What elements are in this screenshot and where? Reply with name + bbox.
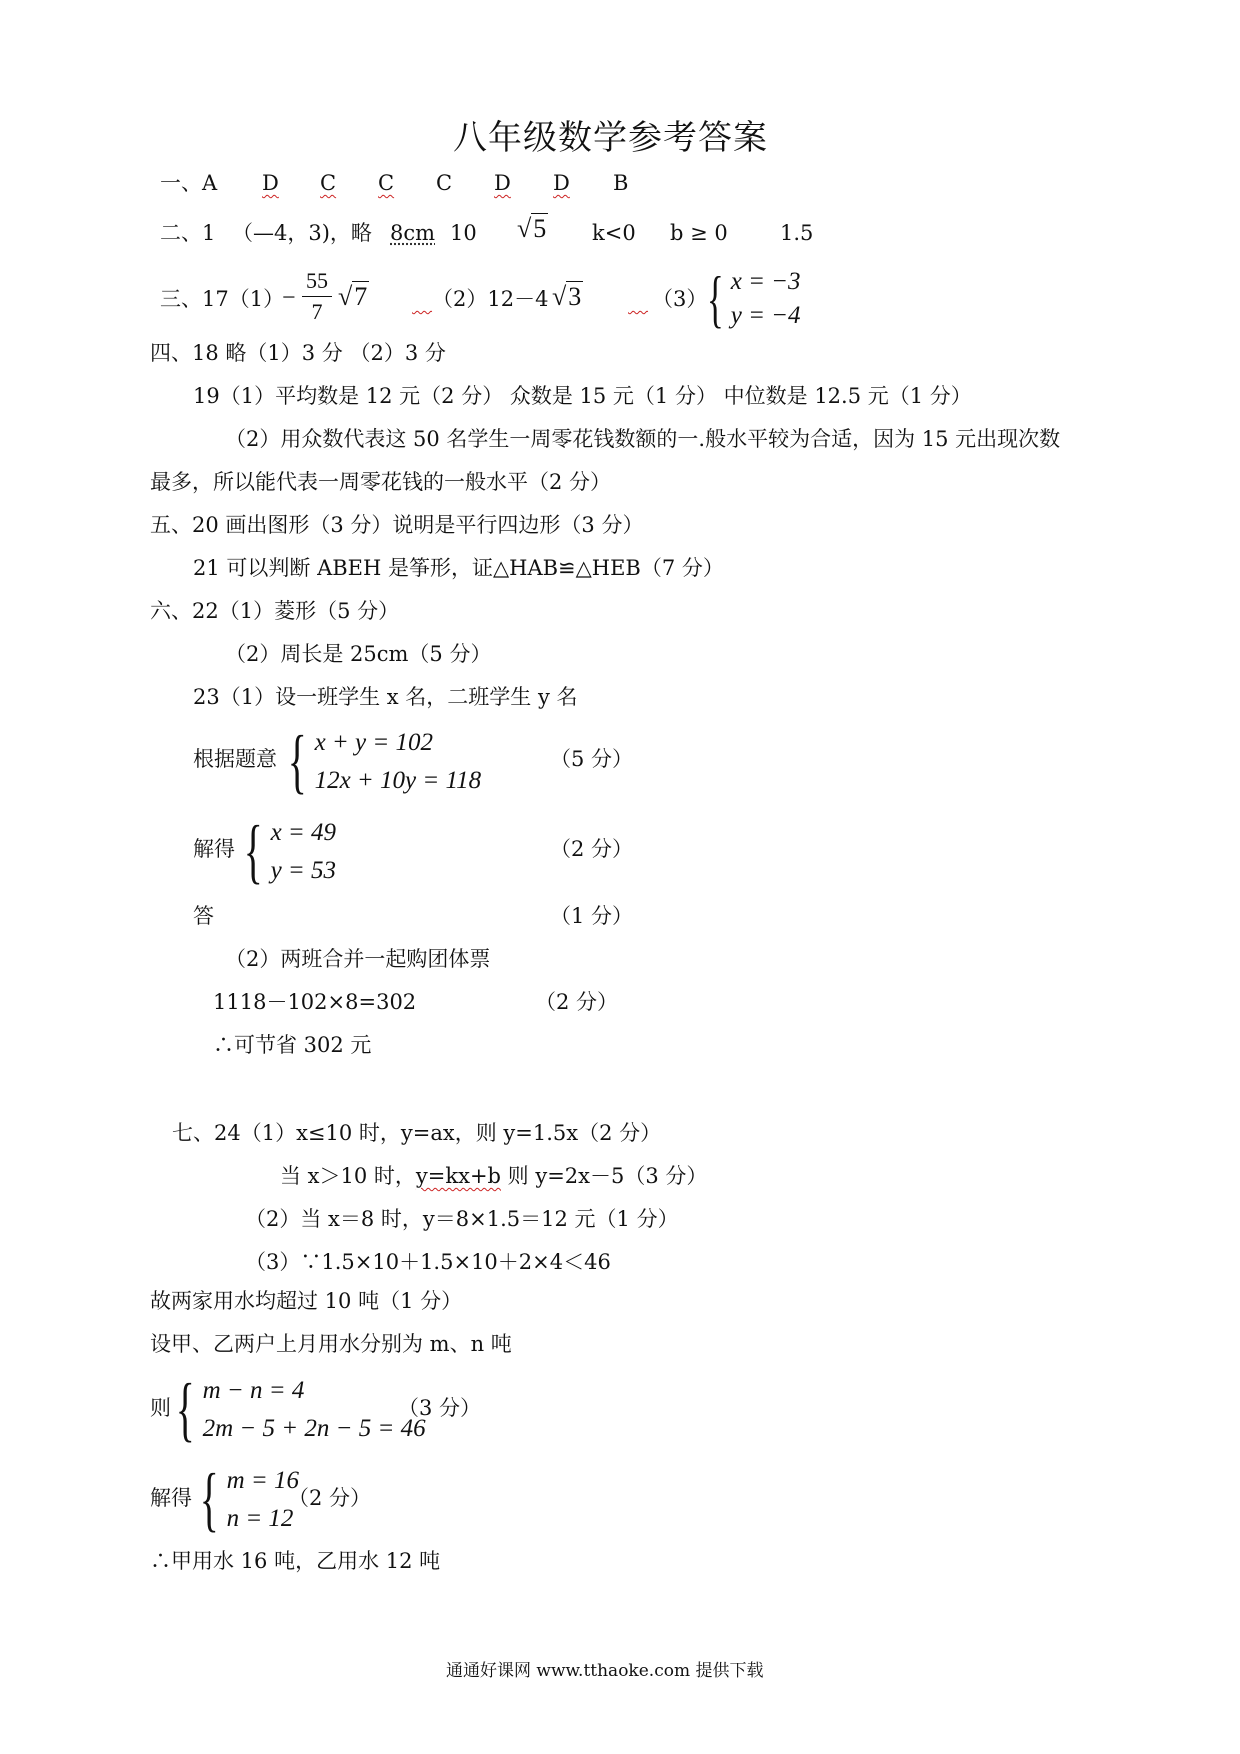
answer-12: B <box>613 171 629 195</box>
equation-system <box>280 720 481 803</box>
solve-label: 解得 <box>150 1486 192 1510</box>
blank-mark <box>628 288 648 311</box>
answer-6: D <box>262 171 279 195</box>
section3-label: 三、17（1） <box>160 287 285 311</box>
equation-system <box>700 262 801 336</box>
q24-conclusion: ∴甲用水 16 吨，乙用水 12 吨 <box>150 1549 441 1573</box>
radicand: 7 <box>354 282 368 311</box>
equation-system <box>236 810 336 893</box>
equation: 2m − 5 + 2n − 5 = 46 <box>202 1414 426 1442</box>
radicand: 5 <box>533 214 547 243</box>
q24-line-6: 设甲、乙两户上月用水分别为 m、n 吨 <box>150 1332 512 1356</box>
answer-10: D <box>494 171 511 195</box>
answer-7: C <box>320 171 337 195</box>
numerator: 55 <box>306 268 328 293</box>
equation: 12x + 10y = 118 <box>314 766 482 794</box>
system-lines <box>203 1372 426 1448</box>
q19-line-2: （2）用众数代表这 50 名学生一周零花钱数额的一.般水平较为合适，因为 15 元出现次数 <box>225 427 1061 451</box>
section2-item-3: 10 <box>450 221 477 245</box>
answer-label: 答 <box>193 904 214 928</box>
equation-system <box>192 1458 299 1541</box>
section2-item-2: 8cm <box>390 221 436 245</box>
equation-system <box>168 1368 426 1451</box>
q21-line: 21 可以判断 ABEH 是筝形，证△HAB≌△HEB（7 分） <box>193 556 724 580</box>
q24-line-4: （3）∵1.5×10＋1.5×10＋2×4＜46 <box>245 1250 611 1274</box>
equation: x = −3 <box>730 268 801 295</box>
page-title: 八年级数学参考答案 <box>453 118 768 158</box>
score: （2 分） <box>550 837 634 861</box>
answer-9: C <box>436 171 453 195</box>
radicand: 3 <box>568 282 582 311</box>
brace: { <box>199 1459 219 1539</box>
score: （2 分） <box>288 1486 372 1510</box>
q22-line-1: 六、22（1）菱形（5 分） <box>150 599 400 623</box>
q22-line-2: （2）周长是 25cm（5 分） <box>225 642 492 666</box>
q24-line-2-wavy: y=kx+b <box>415 1164 501 1188</box>
q20-line: 五、20 画出图形（3 分）说明是平行四边形（3 分） <box>150 513 644 537</box>
sqrt-symbol: √ <box>517 214 532 243</box>
section1-label: 一、A <box>160 171 218 195</box>
neg-sign: − <box>282 285 296 311</box>
footer-source: 通通好课网 www.tthaoke.com 提供下载 <box>446 1661 764 1681</box>
equation: y = −4 <box>730 302 801 329</box>
then-label: 则 <box>150 1396 171 1420</box>
answer-8: C <box>378 171 395 195</box>
solve-label: 解得 <box>193 837 235 861</box>
score: （1 分） <box>550 904 634 928</box>
q23-calc: 1118－102×8=302 <box>213 990 417 1014</box>
answer-11: D <box>553 171 570 195</box>
brace: { <box>243 811 263 891</box>
q23-line-2: （2）两班合并一起购团体票 <box>225 947 491 971</box>
section3-q2: （2）12－4 <box>432 287 549 311</box>
q24-line-5: 故两家用水均超过 10 吨（1 分） <box>150 1289 463 1313</box>
score: （3 分） <box>398 1396 482 1420</box>
system-lines <box>271 814 336 890</box>
q24-line-2-pre: 当 x＞10 时， <box>280 1164 416 1188</box>
brace: { <box>706 263 724 334</box>
score: （2 分） <box>535 990 619 1014</box>
brace: { <box>287 721 307 801</box>
q23-conclusion: ∴可节省 302 元 <box>213 1033 372 1057</box>
system-lines <box>731 265 801 333</box>
basis-label: 根据题意 <box>193 747 277 771</box>
fraction <box>302 268 332 325</box>
section2-label: 二、1 <box>160 221 216 245</box>
q24-line-2 <box>280 1165 707 1188</box>
sqrt-3 <box>552 282 583 312</box>
fraction-bar <box>302 296 332 297</box>
section2-item-5: k<0 <box>592 221 636 245</box>
sqrt-7 <box>338 282 369 312</box>
blank-mark <box>412 288 432 311</box>
equation: n = 12 <box>226 1504 294 1532</box>
q24-line-2-post: 则 y=2x－5（3 分） <box>501 1164 708 1188</box>
section2-item-6: b ≥ 0 <box>670 221 728 245</box>
q18-line: 四、18 略（1）3 分 （2）3 分 <box>150 341 446 365</box>
score: （5 分） <box>550 747 634 771</box>
equation: y = 53 <box>270 856 337 884</box>
equation: m = 16 <box>226 1466 299 1494</box>
q24-line-3: （2）当 x＝8 时，y＝8×1.5＝12 元（1 分） <box>245 1207 679 1231</box>
equation: x = 49 <box>270 818 337 846</box>
denominator: 7 <box>311 299 323 324</box>
system-lines <box>315 724 482 800</box>
sqrt-5 <box>517 214 548 244</box>
q23-line-1: 23（1）设一班学生 x 名，二班学生 y 名 <box>193 685 578 709</box>
q24-line-1: 七、24（1）x≤10 时，y=ax，则 y=1.5x（2 分） <box>172 1121 662 1145</box>
equation: x + y = 102 <box>314 728 433 756</box>
section3-q3: （3） <box>652 287 708 311</box>
brace: { <box>175 1369 195 1449</box>
sqrt-symbol: √ <box>338 282 353 311</box>
section2-item-7: 1.5 <box>780 221 814 245</box>
sqrt-symbol: √ <box>552 282 567 311</box>
q19-line-3: 最多，所以能代表一周零花钱的一般水平（2 分） <box>150 470 612 494</box>
equation: m − n = 4 <box>202 1376 305 1404</box>
q19-line-1: 19（1）平均数是 12 元（2 分） 众数是 15 元（1 分） 中位数是 12.5 元（1 分） <box>193 384 972 408</box>
section2-item-1: （—4，3)，略 <box>232 221 372 245</box>
